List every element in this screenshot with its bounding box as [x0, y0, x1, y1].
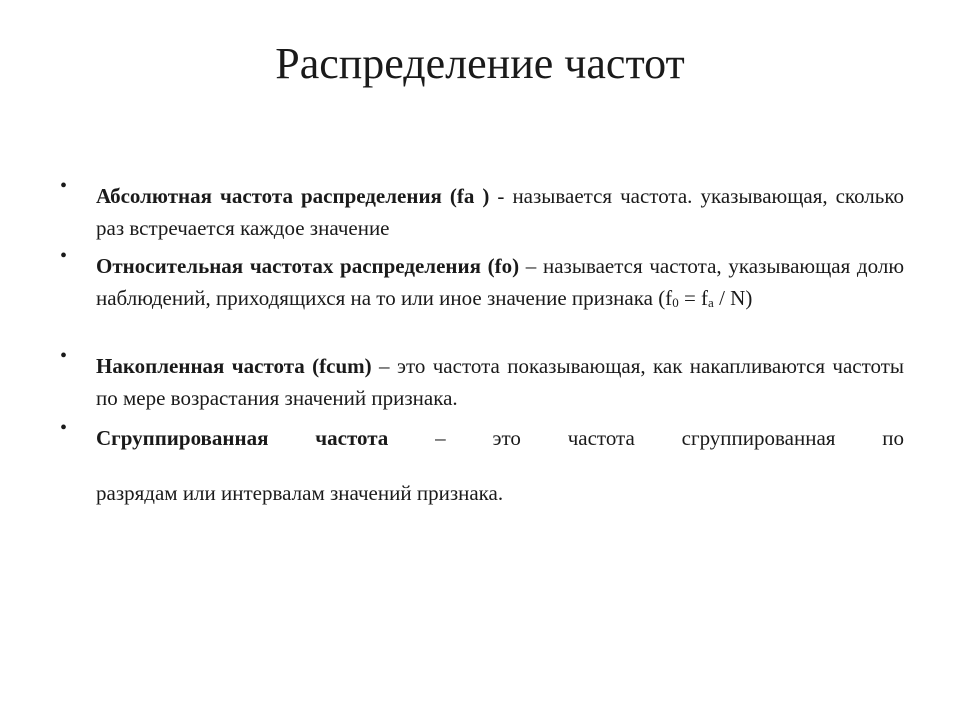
term-label: Накопленная частота (fcum) [96, 354, 372, 378]
term-separator: – [388, 426, 493, 450]
bullet-icon: • [60, 417, 68, 439]
list-item-text [96, 180, 904, 244]
term-separator: – [371, 354, 397, 378]
term-label: Абсолютная частота распределения (fa ) [96, 184, 490, 208]
formula-subscript: 0 [672, 295, 679, 310]
definition-text: это частота сгруппированная по [492, 426, 904, 450]
term-label: Относительная частотах распределения (fo) [96, 254, 520, 278]
bullet-icon: • [60, 345, 68, 367]
term-label: Сгруппированная частота [96, 426, 389, 450]
first-line [96, 422, 904, 454]
formula-text: / N) [713, 286, 753, 310]
definition-text-continued: разрядам или интервалам значений признака. [96, 481, 504, 505]
list-item-text [96, 250, 904, 319]
slide-title: Распределение частот [275, 39, 685, 88]
definition-text: называется частота. указывающая, сколько раз встречается каждое значение [96, 184, 904, 240]
term-separator: - [489, 184, 513, 208]
formula-subscript: a [708, 295, 714, 310]
definition-text: называется частота, указывающая долю наблюдений, приходящихся на то или иное значение признака (f [96, 254, 905, 310]
bullet-icon: • [60, 245, 68, 267]
formula-text: = f [678, 286, 709, 310]
list-item-text [96, 422, 904, 509]
list-item-text [96, 350, 904, 414]
term-separator: – [519, 254, 543, 278]
bullet-icon: • [60, 175, 68, 197]
definition-text: это частота показывающая, как накапливаются частоты по мере возрастания значений признака. [96, 354, 905, 410]
